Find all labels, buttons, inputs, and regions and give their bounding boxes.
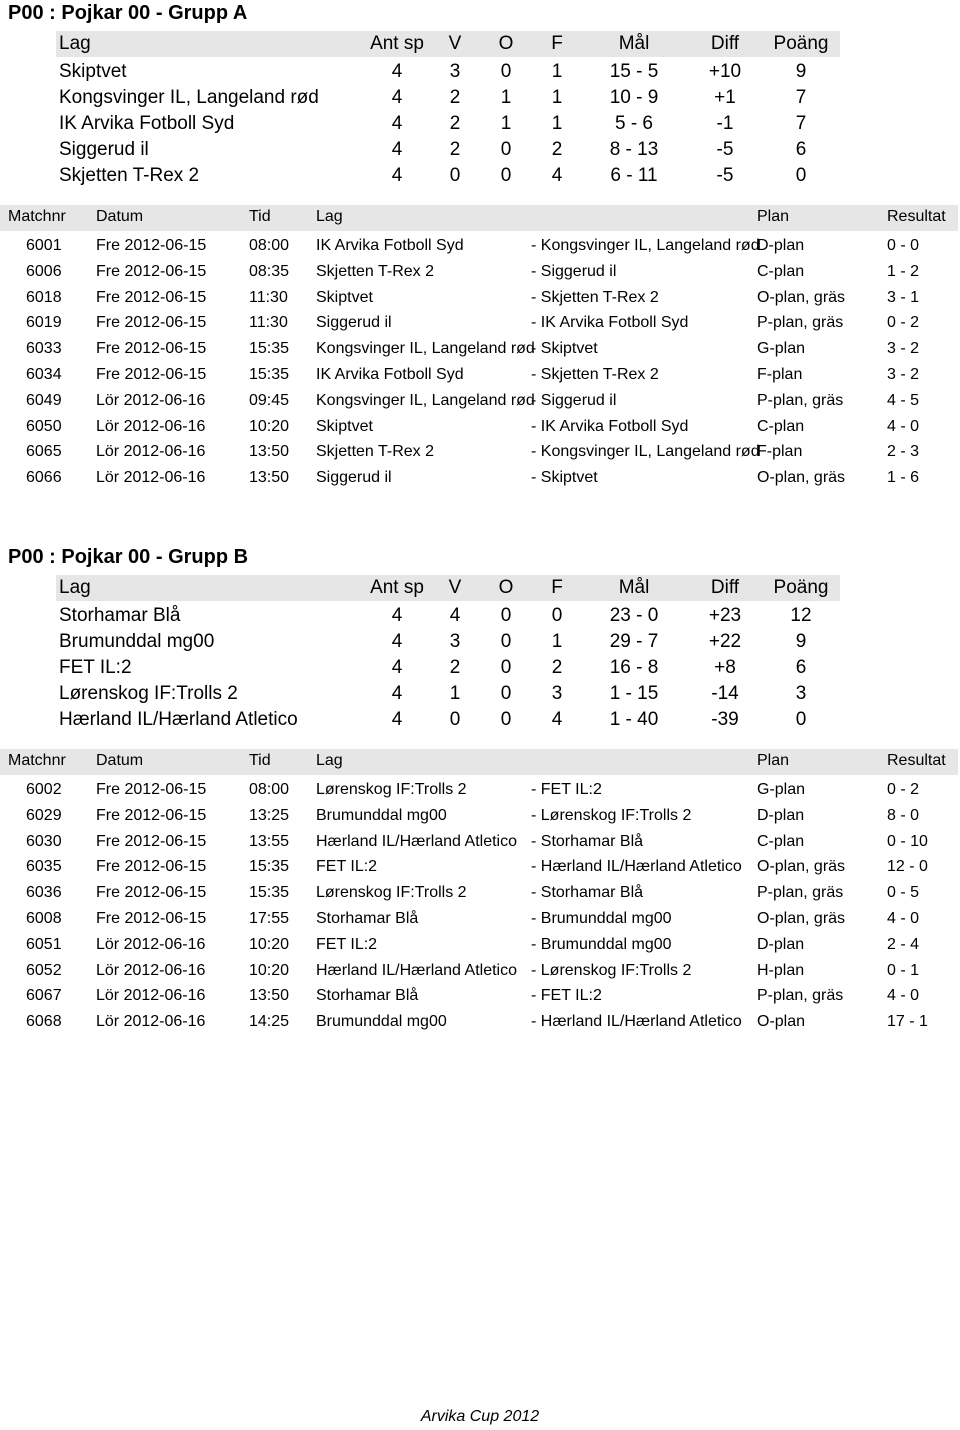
standings-points-cell: 12: [790, 605, 812, 626]
match-plan-cell: O-plan, gräs: [757, 469, 846, 487]
match-plan-cell: O-plan, gräs: [757, 288, 846, 306]
standings-lost-cell: 1: [551, 61, 563, 82]
group-title: P00 : Pojkar 00 - Grupp A: [8, 2, 248, 24]
match-result-cell: 0 - 2: [887, 781, 920, 798]
match-plan-cell: O-plan, gräs: [757, 858, 846, 876]
match-away-cell: - FET IL:2: [531, 987, 602, 1005]
standings-diff-cell: +10: [708, 61, 742, 82]
standings-points-cell: 0: [795, 709, 807, 730]
match-time-cell: 08:00: [249, 781, 290, 798]
standings-points-cell: 3: [795, 683, 807, 704]
match-time-cell: 10:20: [249, 935, 290, 953]
match-away-cell: - Lørenskog IF:Trolls 2: [531, 806, 692, 824]
standings-won-cell: 1: [449, 683, 461, 704]
match-time-cell: 09:45: [249, 391, 290, 409]
standings-header-cell: Lag: [59, 577, 91, 598]
match-nr-cell: 6006: [26, 262, 62, 280]
standings-diff-cell: +1: [714, 87, 736, 108]
match-home-cell: Lørenskog IF:Trolls 2: [316, 781, 467, 798]
match-date-cell: Fre 2012-06-15: [96, 237, 207, 254]
match-plan-cell: D-plan: [757, 935, 805, 953]
matches-header-cell: Matchnr: [8, 208, 66, 225]
standings-points-cell: 6: [795, 657, 807, 678]
match-plan-cell: D-plan: [757, 237, 805, 254]
standings-header-cell: Lag: [59, 33, 91, 54]
match-nr-cell: 6049: [26, 391, 62, 409]
match-plan-cell: P-plan, gräs: [757, 391, 844, 409]
match-date-cell: Fre 2012-06-15: [96, 781, 207, 798]
match-date-cell: Fre 2012-06-15: [96, 288, 207, 306]
standings-points-cell: 9: [795, 631, 807, 652]
match-result-cell: 0 - 10: [887, 832, 928, 850]
matches-header-cell: Plan: [757, 752, 790, 769]
match-time-cell: 10:20: [249, 961, 290, 979]
matches-header-cell: Resultat: [887, 752, 946, 769]
standings-lost-cell: 0: [551, 605, 563, 626]
standings-played-cell: 4: [391, 139, 403, 160]
match-date-cell: Lör 2012-06-16: [96, 1013, 206, 1031]
match-away-cell: - Siggerud il: [531, 262, 617, 280]
match-plan-cell: C-plan: [757, 262, 805, 280]
matches-header-cell: Lag: [316, 208, 343, 225]
match-away-cell: - Skjetten T-Rex 2: [531, 288, 659, 306]
standings-lost-cell: 1: [551, 113, 563, 134]
match-nr-cell: 6002: [26, 781, 62, 798]
match-time-cell: 11:30: [249, 288, 288, 306]
standings-points-cell: 9: [795, 61, 807, 82]
standings-draw-cell: 0: [500, 631, 512, 652]
standings-goals-cell: 1 - 40: [609, 709, 659, 730]
match-away-cell: - Skiptvet: [531, 340, 598, 358]
standings-draw-cell: 0: [500, 139, 512, 160]
standings-won-cell: 2: [449, 113, 461, 134]
match-home-cell: Skiptvet: [316, 417, 373, 435]
match-away-cell: - Brumunddal mg00: [531, 910, 672, 927]
match-result-cell: 4 - 0: [887, 987, 920, 1005]
match-date-cell: Fre 2012-06-15: [96, 858, 207, 876]
standings-goals-cell: 16 - 8: [609, 657, 659, 678]
match-away-cell: - IK Arvika Fotboll Syd: [531, 417, 689, 435]
match-away-cell: - Kongsvinger IL, Langeland rød: [531, 443, 760, 461]
standings-header-cell: Mål: [618, 33, 650, 54]
standings-diff-cell: -39: [711, 709, 739, 730]
standings-lost-cell: 3: [551, 683, 563, 704]
standings-played-cell: 4: [391, 165, 403, 186]
match-date-cell: Fre 2012-06-15: [96, 340, 207, 358]
standings-played-cell: 4: [391, 657, 403, 678]
match-nr-cell: 6034: [26, 366, 62, 383]
match-result-cell: 4 - 5: [887, 391, 920, 409]
match-away-cell: - Kongsvinger IL, Langeland rød: [531, 237, 760, 254]
match-home-cell: Skjetten T-Rex 2: [316, 262, 434, 280]
standings-header-cell: V: [448, 577, 462, 598]
standings-won-cell: 0: [449, 709, 461, 730]
standings-goals-cell: 8 - 13: [609, 139, 659, 160]
match-date-cell: Fre 2012-06-15: [96, 884, 207, 902]
standings-header-cell: Diff: [710, 577, 740, 598]
match-date-cell: Lör 2012-06-16: [96, 961, 206, 979]
match-nr-cell: 6001: [26, 237, 62, 254]
match-nr-cell: 6035: [26, 858, 62, 876]
match-date-cell: Fre 2012-06-15: [96, 366, 207, 383]
match-plan-cell: H-plan: [757, 961, 805, 979]
standings-header-cell: Poäng: [773, 577, 829, 598]
standings-goals-cell: 15 - 5: [609, 61, 659, 82]
standings-header-cell: Poäng: [773, 33, 829, 54]
standings-diff-cell: +8: [714, 657, 736, 678]
standings-goals-cell: 1 - 15: [609, 683, 659, 704]
match-home-cell: Hærland IL/Hærland Atletico: [316, 961, 517, 979]
standings-played-cell: 4: [391, 683, 403, 704]
match-time-cell: 11:30: [249, 314, 288, 332]
matches-header-cell: Datum: [96, 208, 144, 225]
standings-played-cell: 4: [391, 87, 403, 108]
match-plan-cell: C-plan: [757, 832, 805, 850]
match-away-cell: - Skjetten T-Rex 2: [531, 366, 659, 383]
match-time-cell: 13:25: [249, 806, 290, 824]
standings-won-cell: 3: [449, 631, 461, 652]
standings-points-cell: 7: [795, 87, 807, 108]
match-date-cell: Fre 2012-06-15: [96, 806, 207, 824]
match-home-cell: FET IL:2: [316, 858, 378, 876]
match-away-cell: - FET IL:2: [531, 781, 602, 798]
standings-played-cell: 4: [391, 631, 403, 652]
match-date-cell: Lör 2012-06-16: [96, 469, 206, 487]
matches-header: [0, 205, 958, 231]
standings-diff-cell: +22: [708, 631, 742, 652]
standings-header-cell: Ant sp: [370, 577, 424, 598]
standings-draw-cell: 1: [500, 87, 512, 108]
match-away-cell: - Storhamar Blå: [531, 884, 644, 902]
match-home-cell: Siggerud il: [316, 314, 392, 332]
standings-points-cell: 7: [795, 113, 807, 134]
match-time-cell: 17:55: [249, 910, 290, 927]
match-time-cell: 13:55: [249, 832, 290, 850]
match-time-cell: 15:35: [249, 858, 290, 876]
standings-lost-cell: 1: [551, 631, 563, 652]
standings-goals-cell: 10 - 9: [609, 87, 659, 108]
match-away-cell: - Siggerud il: [531, 391, 617, 409]
match-time-cell: 08:00: [249, 237, 290, 254]
standings-played-cell: 4: [391, 113, 403, 134]
standings-points-cell: 0: [795, 165, 807, 186]
match-date-cell: Lör 2012-06-16: [96, 987, 206, 1005]
match-date-cell: Lör 2012-06-16: [96, 391, 206, 409]
standings-team-cell: Brumunddal mg00: [59, 631, 215, 652]
match-nr-cell: 6008: [26, 910, 62, 927]
match-plan-cell: O-plan: [757, 1013, 806, 1031]
standings-draw-cell: 0: [500, 683, 512, 704]
match-nr-cell: 6033: [26, 340, 62, 358]
match-away-cell: - IK Arvika Fotboll Syd: [531, 314, 689, 332]
standings-points-cell: 6: [795, 139, 807, 160]
standings-lost-cell: 1: [551, 87, 563, 108]
standings-lost-cell: 4: [551, 709, 563, 730]
match-plan-cell: D-plan: [757, 806, 805, 824]
match-home-cell: IK Arvika Fotboll Syd: [316, 366, 464, 383]
match-time-cell: 13:50: [249, 469, 290, 487]
standings-header-cell: V: [448, 33, 462, 54]
match-nr-cell: 6068: [26, 1013, 62, 1031]
standings-played-cell: 4: [391, 605, 403, 626]
standings-header-cell: F: [551, 33, 563, 54]
match-result-cell: 3 - 1: [887, 288, 920, 306]
match-result-cell: 4 - 0: [887, 910, 920, 927]
match-date-cell: Lör 2012-06-16: [96, 443, 206, 461]
match-nr-cell: 6036: [26, 884, 62, 902]
match-time-cell: 15:35: [249, 884, 290, 902]
match-away-cell: - Hærland IL/Hærland Atletico: [531, 858, 742, 876]
match-nr-cell: 6066: [26, 469, 62, 487]
match-home-cell: Storhamar Blå: [316, 987, 419, 1005]
standings-team-cell: Lørenskog IF:Trolls 2: [59, 683, 238, 704]
standings-header-cell: O: [498, 577, 514, 598]
match-home-cell: FET IL:2: [316, 935, 378, 953]
match-result-cell: 2 - 3: [887, 443, 920, 461]
match-home-cell: Brumunddal mg00: [316, 806, 447, 824]
match-result-cell: 3 - 2: [887, 340, 920, 358]
match-time-cell: 15:35: [249, 366, 290, 383]
match-nr-cell: 6019: [26, 314, 62, 332]
match-date-cell: Lör 2012-06-16: [96, 417, 206, 435]
standings-goals-cell: 23 - 0: [609, 605, 659, 626]
match-date-cell: Lör 2012-06-16: [96, 935, 206, 953]
standings-diff-cell: -14: [711, 683, 739, 704]
matches-header-cell: Tid: [249, 752, 271, 769]
match-plan-cell: P-plan, gräs: [757, 314, 844, 332]
match-home-cell: Skiptvet: [316, 288, 373, 306]
match-nr-cell: 6067: [26, 987, 62, 1005]
standings-goals-cell: 6 - 11: [610, 165, 658, 186]
match-nr-cell: 6018: [26, 288, 62, 306]
standings-header-cell: Mål: [618, 577, 650, 598]
standings-played-cell: 4: [391, 709, 403, 730]
standings-team-cell: IK Arvika Fotboll Syd: [59, 113, 235, 134]
standings-team-cell: Storhamar Blå: [59, 605, 181, 626]
standings-header-cell: F: [551, 577, 563, 598]
standings-draw-cell: 0: [500, 709, 512, 730]
match-plan-cell: F-plan: [757, 443, 803, 461]
match-away-cell: - Lørenskog IF:Trolls 2: [531, 961, 692, 979]
match-away-cell: - Hærland IL/Hærland Atletico: [531, 1013, 742, 1031]
match-date-cell: Fre 2012-06-15: [96, 314, 207, 332]
standings-lost-cell: 2: [551, 139, 563, 160]
standings-won-cell: 2: [449, 139, 461, 160]
standings-won-cell: 4: [449, 605, 461, 626]
match-time-cell: 14:25: [249, 1013, 290, 1031]
match-result-cell: 0 - 5: [887, 884, 920, 902]
match-home-cell: Kongsvinger IL, Langeland rød: [316, 340, 535, 358]
match-plan-cell: P-plan, gräs: [757, 987, 844, 1005]
match-nr-cell: 6029: [26, 806, 62, 824]
match-result-cell: 8 - 0: [887, 806, 920, 824]
matches-header: [0, 749, 958, 775]
standings-team-cell: Hærland IL/Hærland Atletico: [59, 709, 298, 730]
standings-won-cell: 0: [449, 165, 461, 186]
standings-header-cell: O: [498, 33, 514, 54]
match-home-cell: Lørenskog IF:Trolls 2: [316, 884, 467, 902]
standings-diff-cell: -1: [716, 113, 734, 134]
standings-won-cell: 3: [449, 61, 461, 82]
match-home-cell: Siggerud il: [316, 469, 392, 487]
standings-lost-cell: 2: [551, 657, 563, 678]
match-plan-cell: F-plan: [757, 366, 803, 383]
matches-header-cell: Matchnr: [8, 752, 66, 769]
match-plan-cell: C-plan: [757, 417, 805, 435]
standings-header-cell: Ant sp: [370, 33, 424, 54]
match-nr-cell: 6050: [26, 417, 62, 435]
match-plan-cell: O-plan, gräs: [757, 910, 846, 927]
match-plan-cell: G-plan: [757, 340, 806, 358]
match-away-cell: - Brumunddal mg00: [531, 935, 672, 953]
standings-draw-cell: 0: [500, 165, 512, 186]
standings-draw-cell: 1: [500, 113, 512, 134]
footer-text: Arvika Cup 2012: [420, 1408, 540, 1425]
standings-draw-cell: 0: [500, 605, 512, 626]
match-nr-cell: 6030: [26, 832, 62, 850]
match-time-cell: 10:20: [249, 417, 290, 435]
match-time-cell: 13:50: [249, 443, 290, 461]
match-away-cell: - Skiptvet: [531, 469, 598, 487]
standings-goals-cell: 29 - 7: [609, 631, 659, 652]
group-title: P00 : Pojkar 00 - Grupp B: [8, 546, 249, 568]
matches-header-cell: Plan: [757, 208, 790, 225]
standings-goals-cell: 5 - 6: [614, 113, 654, 134]
match-nr-cell: 6051: [26, 935, 62, 953]
matches-header-cell: Resultat: [887, 208, 946, 225]
standings-team-cell: Skiptvet: [59, 61, 127, 82]
match-home-cell: Storhamar Blå: [316, 910, 419, 927]
match-result-cell: 1 - 6: [887, 469, 920, 487]
matches-header-cell: Tid: [249, 208, 271, 225]
standings-won-cell: 2: [449, 87, 461, 108]
standings-won-cell: 2: [449, 657, 461, 678]
match-home-cell: Hærland IL/Hærland Atletico: [316, 832, 517, 850]
match-home-cell: Kongsvinger IL, Langeland rød: [316, 391, 535, 409]
standings-diff-cell: -5: [716, 139, 734, 160]
match-result-cell: 0 - 0: [887, 237, 920, 254]
standings-draw-cell: 0: [500, 61, 512, 82]
standings-team-cell: Siggerud il: [59, 139, 149, 160]
match-result-cell: 0 - 2: [887, 314, 920, 332]
standings-played-cell: 4: [391, 61, 403, 82]
match-home-cell: IK Arvika Fotboll Syd: [316, 237, 464, 254]
match-date-cell: Fre 2012-06-15: [96, 262, 207, 280]
match-result-cell: 1 - 2: [887, 262, 920, 280]
match-result-cell: 4 - 0: [887, 417, 920, 435]
match-nr-cell: 6065: [26, 443, 62, 461]
match-nr-cell: 6052: [26, 961, 62, 979]
match-plan-cell: G-plan: [757, 781, 806, 798]
match-date-cell: Fre 2012-06-15: [96, 832, 207, 850]
match-time-cell: 13:50: [249, 987, 290, 1005]
matches-header-cell: Datum: [96, 752, 144, 769]
match-result-cell: 0 - 1: [887, 961, 920, 979]
match-result-cell: 3 - 2: [887, 366, 920, 383]
match-date-cell: Fre 2012-06-15: [96, 910, 207, 927]
match-home-cell: Brumunddal mg00: [316, 1013, 447, 1031]
standings-team-cell: FET IL:2: [59, 657, 132, 678]
match-plan-cell: P-plan, gräs: [757, 884, 844, 902]
match-home-cell: Skjetten T-Rex 2: [316, 443, 434, 461]
matches-header-cell: Lag: [316, 752, 343, 769]
standings-lost-cell: 4: [551, 165, 563, 186]
match-away-cell: - Storhamar Blå: [531, 832, 644, 850]
standings-diff-cell: +23: [708, 605, 742, 626]
match-time-cell: 15:35: [249, 340, 290, 358]
standings-diff-cell: -5: [716, 165, 734, 186]
match-time-cell: 08:35: [249, 262, 290, 280]
standings-team-cell: Skjetten T-Rex 2: [59, 165, 200, 186]
match-result-cell: 12 - 0: [887, 858, 928, 876]
match-result-cell: 2 - 4: [887, 935, 920, 953]
standings-header-cell: Diff: [710, 33, 740, 54]
standings-draw-cell: 0: [500, 657, 512, 678]
match-result-cell: 17 - 1: [887, 1013, 928, 1031]
standings-team-cell: Kongsvinger IL, Langeland rød: [59, 87, 319, 108]
